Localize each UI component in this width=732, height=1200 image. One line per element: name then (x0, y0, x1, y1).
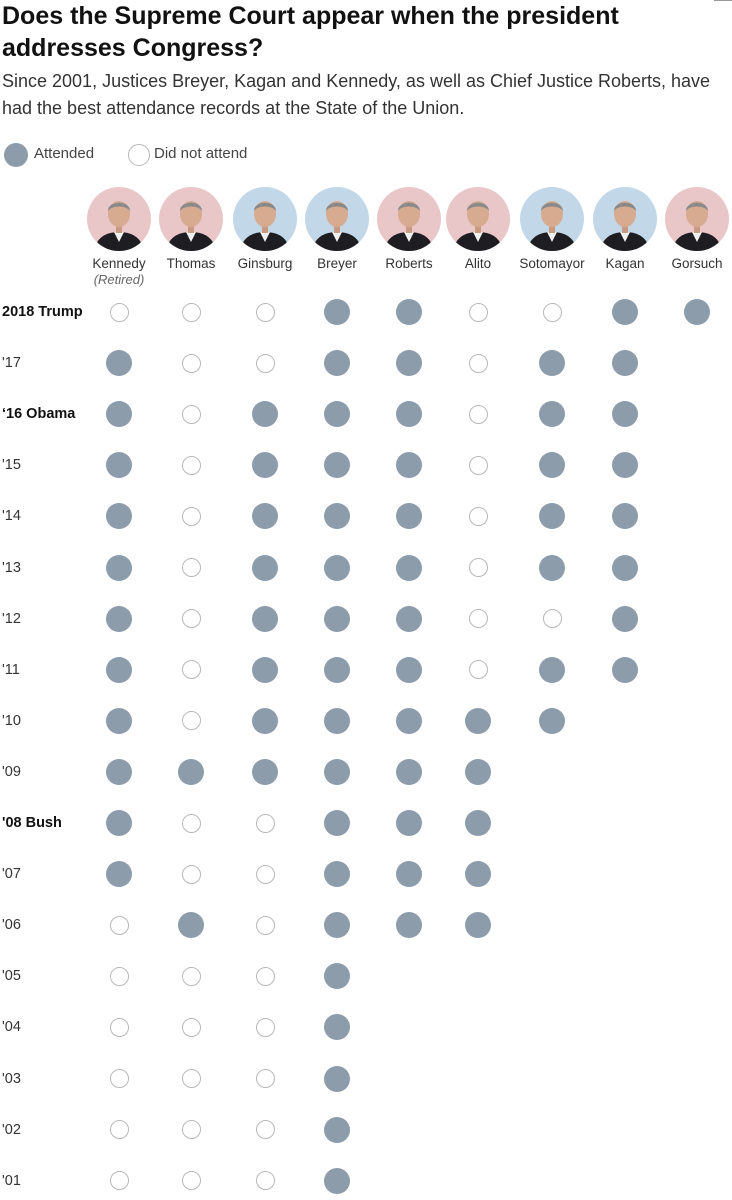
not-attended-dot-ginsburg (256, 1069, 275, 1088)
attended-dot-roberts (396, 350, 422, 376)
attended-dot-roberts (396, 657, 422, 683)
justice-name-alito: Alito (464, 256, 492, 271)
not-attended-dot-ginsburg (256, 916, 275, 935)
attended-dot-alito (465, 912, 491, 938)
attended-dot-ginsburg (252, 606, 278, 632)
not-attended-dot-thomas (182, 1171, 201, 1190)
not-attended-dot-thomas (182, 303, 201, 322)
portrait-alito (445, 186, 511, 252)
not-attended-dot-kennedy (110, 1069, 129, 1088)
attended-dot-breyer (324, 1117, 350, 1143)
row-label: '12 (2, 610, 21, 627)
portrait-sotomayor (519, 186, 585, 252)
attended-dot-roberts (396, 555, 422, 581)
not-attended-dot-thomas (182, 609, 201, 628)
attended-dot-ginsburg (252, 555, 278, 581)
not-attended-dot-kennedy (110, 1018, 129, 1037)
row-label: '17 (2, 355, 21, 372)
justice-name-breyer: Breyer (317, 256, 357, 271)
chart-subtitle: Since 2001, Justices Breyer, Kagan and Kennedy, as well as Chief Justice Roberts, have had the best attendance records at the State of the Union. (2, 71, 711, 118)
attended-dot-breyer (324, 912, 350, 938)
row-label: '15 (2, 457, 21, 474)
attended-dot-breyer (324, 350, 350, 376)
attended-dot-breyer (324, 606, 350, 632)
not-attended-dot-alito (469, 507, 488, 526)
not-attended-dot-thomas (182, 1120, 201, 1139)
not-attended-dot-thomas (182, 507, 201, 526)
row-label: '08 Bush (2, 815, 62, 831)
attended-dot-roberts (396, 503, 422, 529)
not-attended-dot-thomas (182, 711, 201, 730)
attended-dot-breyer (324, 503, 350, 529)
attended-dot-thomas (178, 912, 204, 938)
attended-dot-kennedy (106, 401, 132, 427)
not-attended-dot-kennedy (110, 1171, 129, 1190)
not-attended-dot-alito (469, 456, 488, 475)
legend-label-not-attended: Did not attend (154, 145, 248, 162)
chart-title: Does the Supreme Court appear when the president addresses Congress? (2, 2, 619, 62)
attended-dot-kagan (612, 401, 638, 427)
attended-dot-kagan (612, 452, 638, 478)
attended-dot-ginsburg (252, 401, 278, 427)
attended-dot-roberts (396, 759, 422, 785)
attended-dot-roberts (396, 861, 422, 887)
portrait-breyer (304, 186, 370, 252)
attended-dot-ginsburg (252, 759, 278, 785)
attended-dot-alito (465, 810, 491, 836)
attended-dot-kagan (612, 503, 638, 529)
attended-dot-kennedy (106, 606, 132, 632)
justice-name-kennedy: Kennedy (92, 256, 146, 271)
attended-dot-alito (465, 861, 491, 887)
justice-name-gorsuch: Gorsuch (671, 256, 723, 271)
attended-dot-roberts (396, 708, 422, 734)
attended-dot-kennedy (106, 759, 132, 785)
portrait-ginsburg (232, 186, 298, 252)
justice-name-sotomayor: Sotomayor (519, 256, 585, 271)
attended-dot-sotomayor (539, 401, 565, 427)
not-attended-dot-thomas (182, 660, 201, 679)
attended-dot-roberts (396, 810, 422, 836)
attended-swatch (4, 143, 28, 167)
attended-dot-gorsuch (684, 299, 710, 325)
legend-label-attended: Attended (34, 145, 95, 162)
not-attended-dot-ginsburg (256, 814, 275, 833)
attended-dot-kennedy (106, 708, 132, 734)
attended-dot-kagan (612, 606, 638, 632)
attended-dot-kennedy (106, 503, 132, 529)
row-label: '04 (2, 1019, 21, 1036)
not-attended-dot-kennedy (110, 967, 129, 986)
attended-dot-ginsburg (252, 657, 278, 683)
attended-dot-kagan (612, 555, 638, 581)
attended-dot-kagan (612, 299, 638, 325)
not-attended-dot-alito (469, 303, 488, 322)
attended-dot-breyer (324, 1066, 350, 1092)
attended-dot-ginsburg (252, 452, 278, 478)
portrait-gorsuch (664, 186, 730, 252)
attended-dot-kennedy (106, 810, 132, 836)
attended-dot-breyer (324, 810, 350, 836)
attended-dot-ginsburg (252, 708, 278, 734)
not-attended-dot-alito (469, 405, 488, 424)
row-label: '07 (2, 866, 21, 883)
attended-dot-roberts (396, 452, 422, 478)
not-attended-dot-sotomayor (543, 303, 562, 322)
attended-dot-roberts (396, 299, 422, 325)
attended-dot-breyer (324, 555, 350, 581)
attended-dot-breyer (324, 452, 350, 478)
not-attended-dot-ginsburg (256, 865, 275, 884)
attended-dot-sotomayor (539, 503, 565, 529)
attended-dot-roberts (396, 912, 422, 938)
justice-name-ginsburg: Ginsburg (237, 256, 293, 271)
attended-dot-breyer (324, 708, 350, 734)
portrait-kennedy (86, 186, 152, 252)
not-attended-dot-ginsburg (256, 303, 275, 322)
attended-dot-roberts (396, 606, 422, 632)
attended-dot-breyer (324, 299, 350, 325)
not-attended-dot-thomas (182, 1069, 201, 1088)
row-label: '09 (2, 763, 21, 780)
row-label: '03 (2, 1070, 21, 1087)
not-attended-dot-thomas (182, 354, 201, 373)
attended-dot-thomas (178, 759, 204, 785)
not-attended-dot-thomas (182, 814, 201, 833)
column-header-gorsuch (652, 186, 732, 272)
not-attended-dot-alito (469, 354, 488, 373)
attended-dot-breyer (324, 759, 350, 785)
justice-name-roberts: Roberts (385, 256, 433, 271)
row-label: 2018 Trump (2, 304, 83, 320)
row-label: '01 (2, 1172, 21, 1189)
not-attended-dot-ginsburg (256, 1171, 275, 1190)
justice-name-thomas: Thomas (166, 256, 216, 271)
not-attended-dot-alito (469, 609, 488, 628)
portrait-thomas (158, 186, 224, 252)
not-attended-dot-sotomayor (543, 609, 562, 628)
not-attended-dot-ginsburg (256, 967, 275, 986)
attended-dot-kennedy (106, 657, 132, 683)
not-attended-dot-kennedy (110, 1120, 129, 1139)
not-attended-dot-thomas (182, 967, 201, 986)
not-attended-dot-alito (469, 558, 488, 577)
attended-dot-kennedy (106, 452, 132, 478)
attended-dot-alito (465, 759, 491, 785)
attended-dot-alito (465, 708, 491, 734)
attended-dot-breyer (324, 963, 350, 989)
attended-dot-kagan (612, 657, 638, 683)
not-attended-dot-ginsburg (256, 1120, 275, 1139)
justice-note-kennedy: (Retired) (93, 272, 145, 287)
not-attended-dot-ginsburg (256, 354, 275, 373)
attended-dot-breyer (324, 861, 350, 887)
attended-dot-ginsburg (252, 503, 278, 529)
portrait-kagan (592, 186, 658, 252)
attended-dot-kennedy (106, 861, 132, 887)
attended-dot-breyer (324, 657, 350, 683)
not-attended-dot-thomas (182, 865, 201, 884)
not-attended-dot-ginsburg (256, 1018, 275, 1037)
attended-dot-kennedy (106, 350, 132, 376)
row-label: '10 (2, 712, 21, 729)
row-label: '11 (2, 661, 20, 678)
row-label: '13 (2, 559, 21, 576)
not-attended-dot-thomas (182, 456, 201, 475)
row-label: '14 (2, 508, 21, 525)
not-attended-dot-alito (469, 660, 488, 679)
not-attended-dot-kennedy (110, 916, 129, 935)
attended-dot-breyer (324, 1014, 350, 1040)
row-label: '05 (2, 968, 21, 985)
row-label: '06 (2, 917, 21, 934)
attended-dot-sotomayor (539, 657, 565, 683)
row-label: '02 (2, 1121, 21, 1138)
not-attended-dot-thomas (182, 405, 201, 424)
not-attended-swatch (128, 144, 150, 166)
attended-dot-sotomayor (539, 452, 565, 478)
justice-name-kagan: Kagan (605, 256, 645, 271)
attended-dot-breyer (324, 401, 350, 427)
attended-dot-kagan (612, 350, 638, 376)
attended-dot-sotomayor (539, 555, 565, 581)
attended-dot-kennedy (106, 555, 132, 581)
not-attended-dot-thomas (182, 1018, 201, 1037)
attended-dot-sotomayor (539, 350, 565, 376)
attended-dot-sotomayor (539, 708, 565, 734)
not-attended-dot-thomas (182, 558, 201, 577)
attended-dot-breyer (324, 1168, 350, 1194)
attended-dot-roberts (396, 401, 422, 427)
row-label: ‘16 Obama (2, 406, 76, 423)
not-attended-dot-kennedy (110, 303, 129, 322)
